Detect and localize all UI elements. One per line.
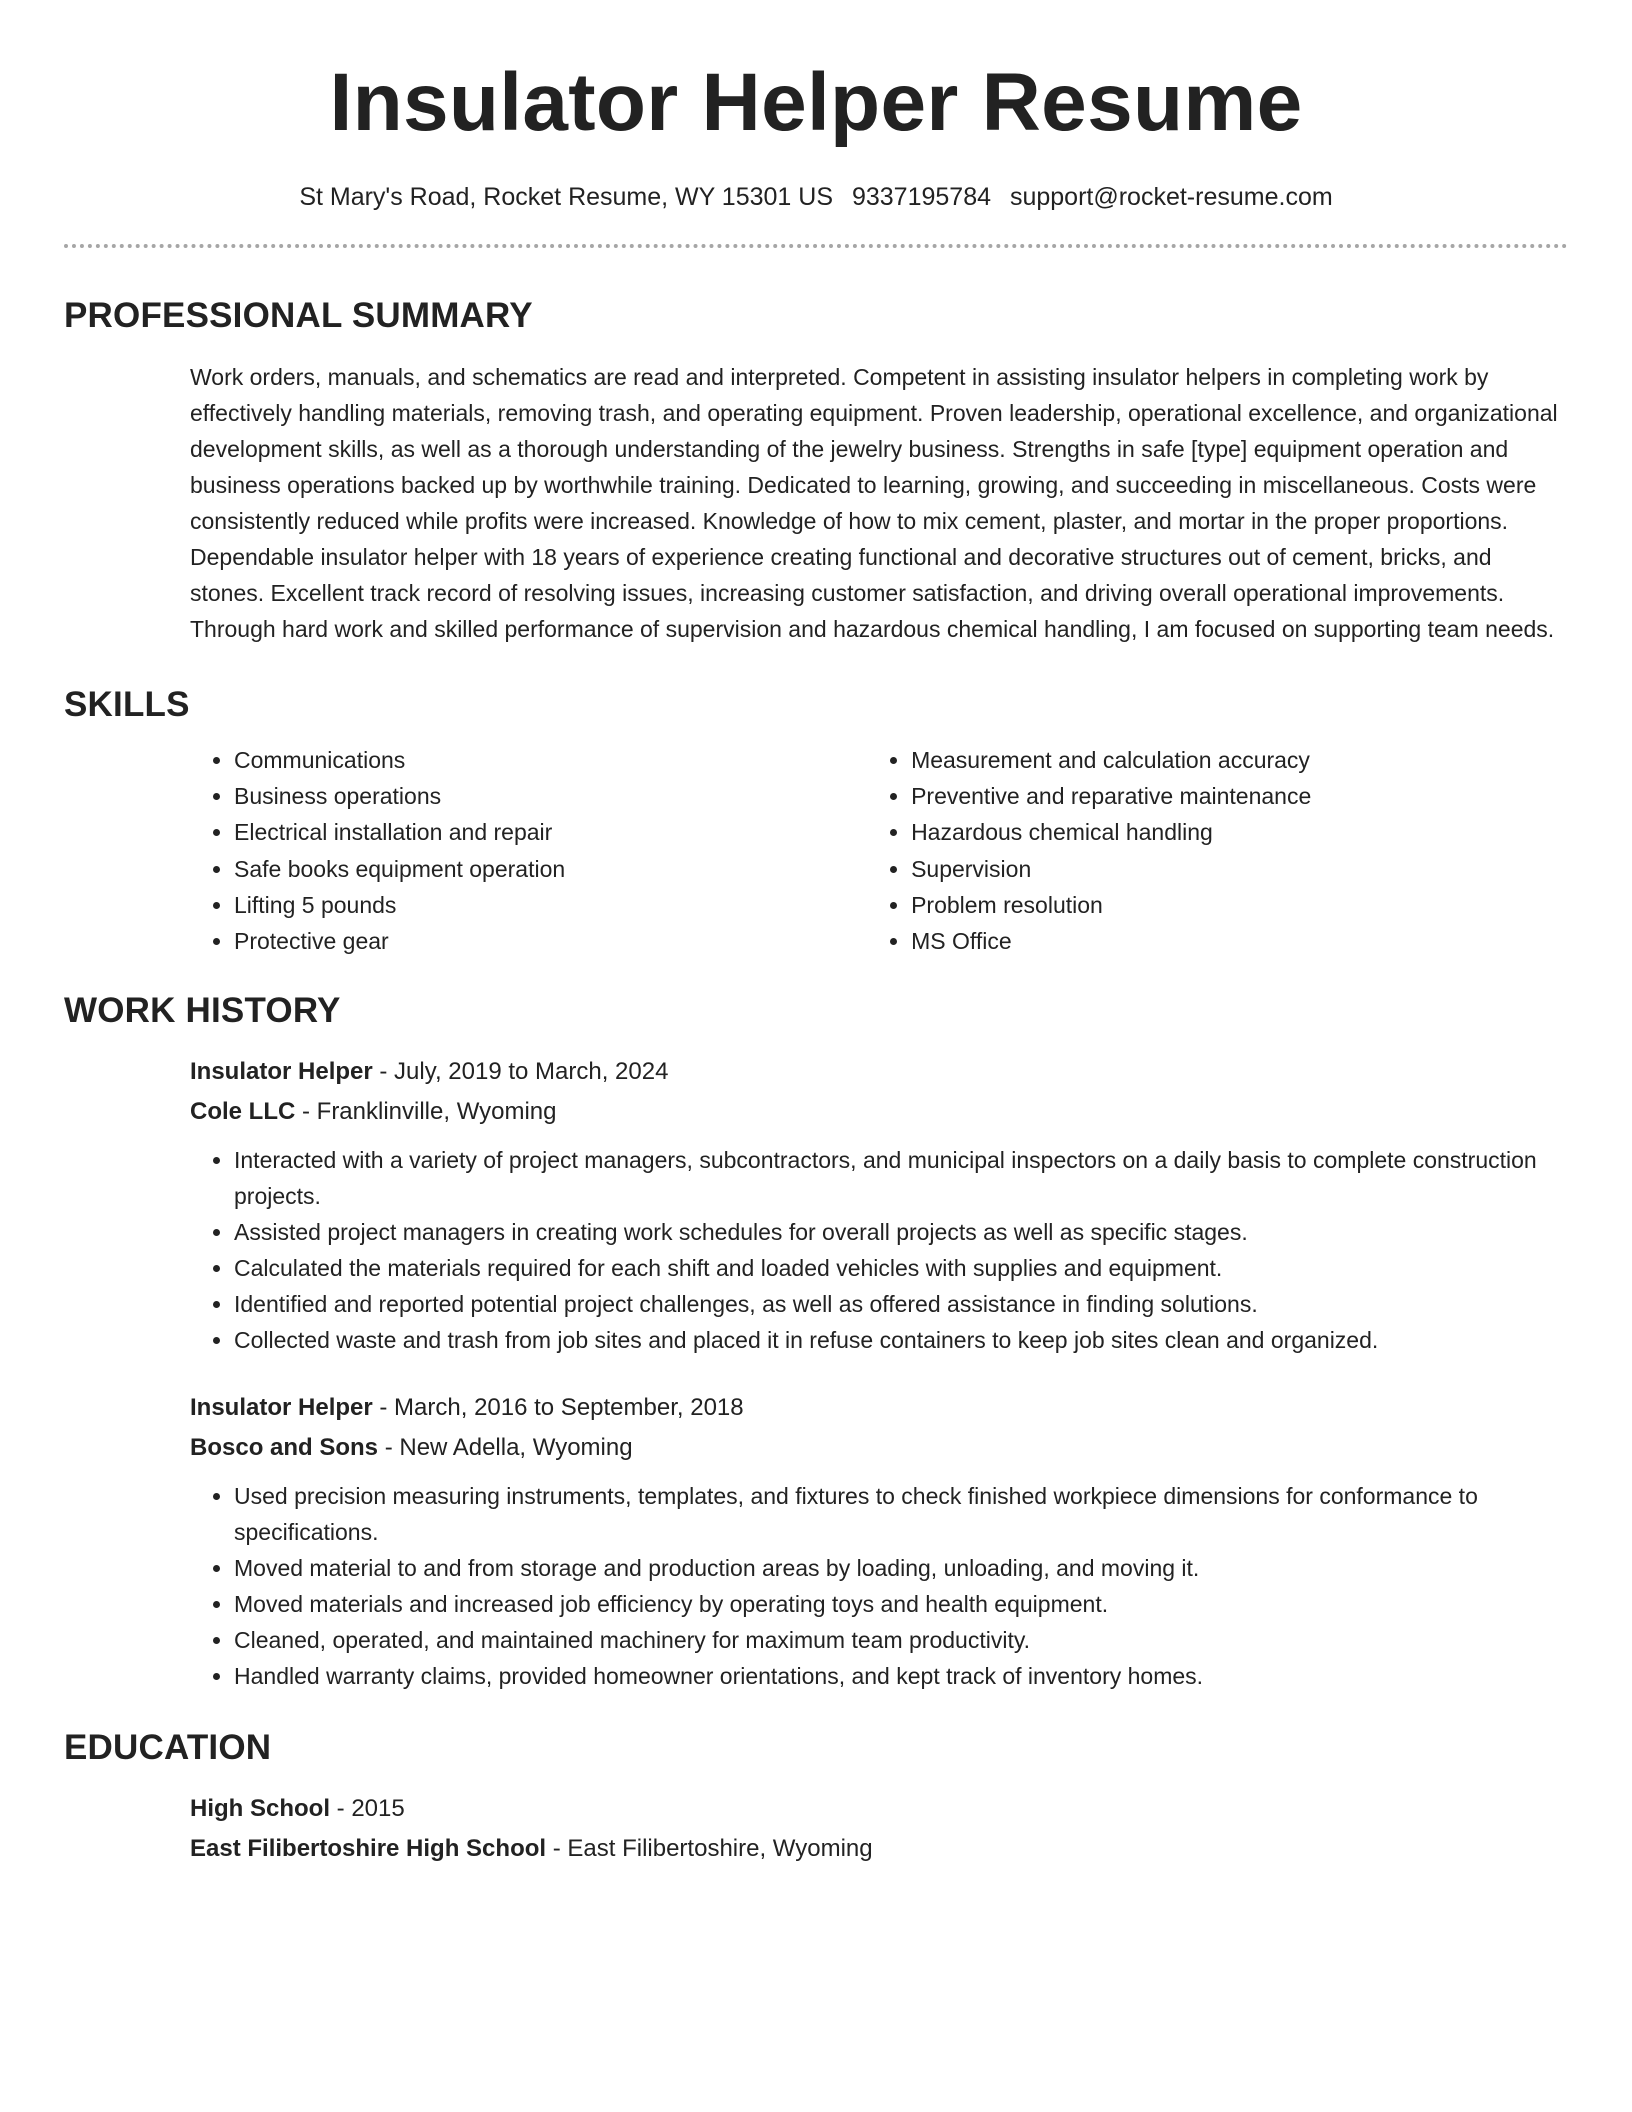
section-heading-summary: PROFESSIONAL SUMMARY: [64, 296, 533, 335]
job-duties-list: [190, 1478, 1574, 1694]
job-title-line: [190, 1388, 1568, 1428]
job-duty: • Used precision measuring instruments, templates, and fixtures to check finished workpiece dimensions for conformance to specifications.: [234, 1478, 1574, 1550]
job-entry: [190, 1388, 1568, 1694]
section-heading-education: EDUCATION: [64, 1728, 272, 1768]
job-duty: • Assisted project managers in creating work schedules for overall projects as well as specific stages.: [234, 1214, 1574, 1250]
job-entry: [190, 1052, 1568, 1358]
job-company: Cole LLC: [190, 1098, 296, 1126]
header-divider: [64, 244, 1568, 248]
section-heading-skills: SKILLS: [64, 685, 190, 724]
skill-item: • MS Office: [911, 923, 1568, 959]
resume-title: Insulator Helper Resume: [329, 57, 1303, 148]
education-school: East Filibertoshire High School: [190, 1835, 547, 1863]
job-duty: • Interacted with a variety of project managers, subcontractors, and municipal inspectors on a daily basis to complete construction projects.: [234, 1142, 1574, 1214]
job-duty: • Moved materials and increased job efficiency by operating toys and health equipment.: [234, 1586, 1574, 1622]
job-duty: • Calculated the materials required for each shift and loaded vehicles with supplies and equipment.: [234, 1250, 1574, 1286]
skills-column-right: [867, 742, 1568, 959]
education-location: - East Filibertoshire, Wyoming: [546, 1835, 873, 1863]
job-duty: • Cleaned, operated, and maintained machinery for maximum team productivity.: [234, 1622, 1574, 1658]
contact-line: [64, 182, 1568, 212]
job-company-line: [190, 1092, 1568, 1132]
job-location: - Franklinville, Wyoming: [295, 1098, 557, 1126]
summary-text: Work orders, manuals, and schematics are read and interpreted. Competent in assisting insulator helpers in completing work by effectively handling materials, removing trash, and operating equipment. Proven leadership, operational excellence, and organizational development skills, as well as a thorough understanding of the jewelry business. Strengths in safe [type] equipment operation and business operations backed up by worthwhile training. Dedicated to learning, growing, and succeeding in miscellaneous. Costs were consistently reduced while profits were increased. Knowledge of how to mix cement, plaster, and mortar in the proper proportions. Dependable insulator helper with 18 years of experience creating functional and decorative structures out of cement, bricks, and stones. Excellent track record of resolving issues, increasing customer satisfaction, and driving overall operational improvements. Through hard work and skilled performance of supervision and hazardous chemical handling, I am focused on supporting team needs.: [190, 364, 1558, 642]
education-entry: [190, 1789, 1568, 1869]
contact-address: St Mary's Road, Rocket Resume, WY 15301 US: [299, 183, 834, 211]
job-duty: • Handled warranty claims, provided homeowner orientations, and kept track of inventory homes.: [234, 1658, 1574, 1694]
education-school-line: [190, 1829, 1568, 1869]
job-duty: • Identified and reported potential project challenges, as well as offered assistance in finding solutions.: [234, 1286, 1574, 1322]
job-duty: • Collected waste and trash from job sites and placed it in refuse containers to keep job sites clean and organized.: [234, 1322, 1574, 1358]
skills-list: [190, 742, 1568, 959]
skill-item: • Measurement and calculation accuracy: [911, 742, 1568, 778]
skill-item: • Lifting 5 pounds: [234, 887, 867, 923]
job-title: Insulator Helper: [190, 1058, 373, 1086]
skill-item: • Preventive and reparative maintenance: [911, 778, 1568, 814]
education-year: - 2015: [330, 1795, 405, 1823]
skill-item: • Problem resolution: [911, 887, 1568, 923]
skill-item: • Protective gear: [234, 923, 867, 959]
skill-item: • Electrical installation and repair: [234, 814, 867, 850]
education-degree: High School: [190, 1795, 330, 1823]
job-company-line: [190, 1428, 1568, 1468]
job-title-line: [190, 1052, 1568, 1092]
job-title: Insulator Helper: [190, 1394, 373, 1422]
skill-item: • Hazardous chemical handling: [911, 814, 1568, 850]
job-company: Bosco and Sons: [190, 1434, 379, 1462]
job-dates: - March, 2016 to September, 2018: [372, 1394, 744, 1422]
contact-email: support@rocket-resume.com: [1009, 183, 1333, 211]
education-degree-line: [190, 1789, 1568, 1829]
skill-item: • Business operations: [234, 778, 867, 814]
job-duties-list: [190, 1142, 1574, 1358]
job-location: - New Adella, Wyoming: [378, 1434, 633, 1462]
section-heading-work-history: WORK HISTORY: [64, 991, 341, 1031]
contact-phone: 9337195784: [851, 183, 992, 211]
skill-item: • Communications: [234, 742, 867, 778]
skills-column-left: [190, 742, 867, 959]
skill-item: • Safe books equipment operation: [234, 851, 867, 887]
job-dates: - July, 2019 to March, 2024: [372, 1058, 669, 1086]
skill-item: • Supervision: [911, 851, 1568, 887]
job-duty: • Moved material to and from storage and production areas by loading, unloading, and moving it.: [234, 1550, 1574, 1586]
